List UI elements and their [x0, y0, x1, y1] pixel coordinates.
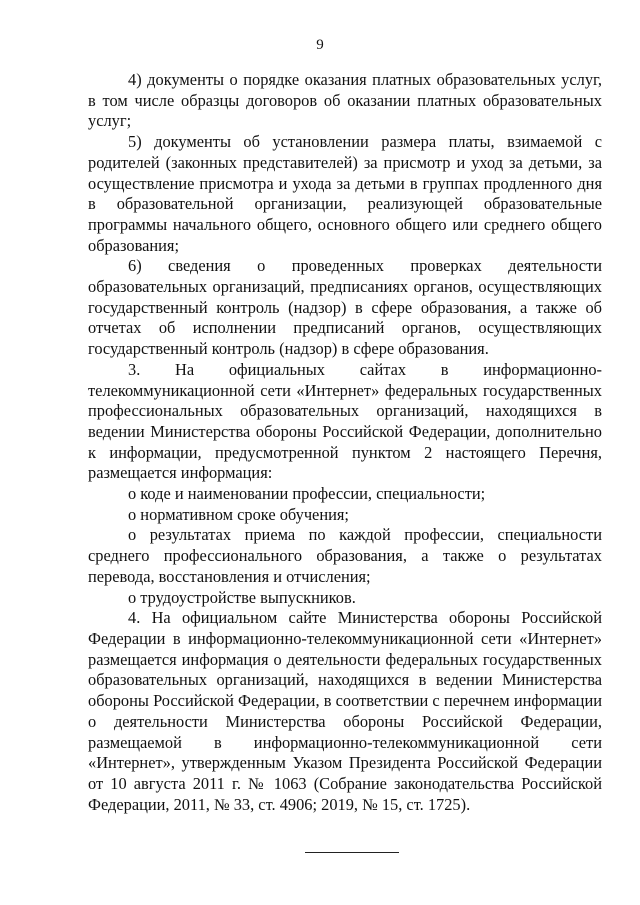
paragraph-graduate-employment: о трудоустройстве выпускников.	[128, 587, 356, 607]
paragraph-section-4: 4. На официальном сайте Министерства обороны Российской Федерации в информационно-телекоммуникационной сети «Интернет» размещается информация о деятельности федеральных государственных образовательных организаций, находящихся в ведении Министерства обороны Российской Федерации, в соответствии с перечнем информации о деятельности Министерства обороны Российской Федерации, размещаемой в информационно-телекоммуникационной сети «Интернет», утвержденным Указом Президента Российской Федерации от 10 августа 2011 г. № 1063 (Собрание законодательства Российской Федерации, 2011, № 33, ст. 4906; 2019, № 15, ст. 1725).	[88, 608, 602, 814]
paragraph-study-term: о нормативном сроке обучения;	[128, 504, 349, 524]
end-divider-line	[305, 852, 399, 853]
paragraph-item-5-fee-documents: 5) документы об установлении размера платы, взимаемой с родителей (законных представителей) за присмотр и уход за детьми, за осуществление присмотра и ухода за детьми в группах продленного дня в образовательной организации, реализующей образовательные программы начального общего, основного общего или среднего общего образования;	[88, 132, 602, 255]
paragraph-item-6-inspections: 6) сведения о проведенных проверках деятельности образовательных организаций, предписаниях органов, осуществляющих государственный контроль (надзор) в сфере образования, а также об отчетах об исполнении предписаний органов, осуществляющих государственный контроль (надзор) в сфере образования.	[88, 256, 602, 359]
page-number: 9	[316, 37, 324, 53]
paragraph-admission-results: о результатах приема по каждой профессии, специальности среднего профессионального образования, а также о результатах перевода, восстановления и отчисления;	[88, 525, 602, 586]
paragraph-section-3: 3. На официальных сайтах в информационно-телекоммуникационной сети «Интернет» федеральных государственных профессиональных образовательных организаций, находящихся в ведении Министерства обороны Российской Федерации, дополнительно к информации, предусмотренной пунктом 2 настоящего Перечня, размещается информация:	[88, 359, 602, 483]
document-body	[88, 70, 602, 815]
paragraph-item-4-paid-services: 4) документы о порядке оказания платных образовательных услуг, в том числе образцы договоров об оказании платных образовательных услуг;	[88, 70, 602, 131]
paragraph-profession-code: о коде и наименовании профессии, специальности;	[128, 484, 486, 504]
